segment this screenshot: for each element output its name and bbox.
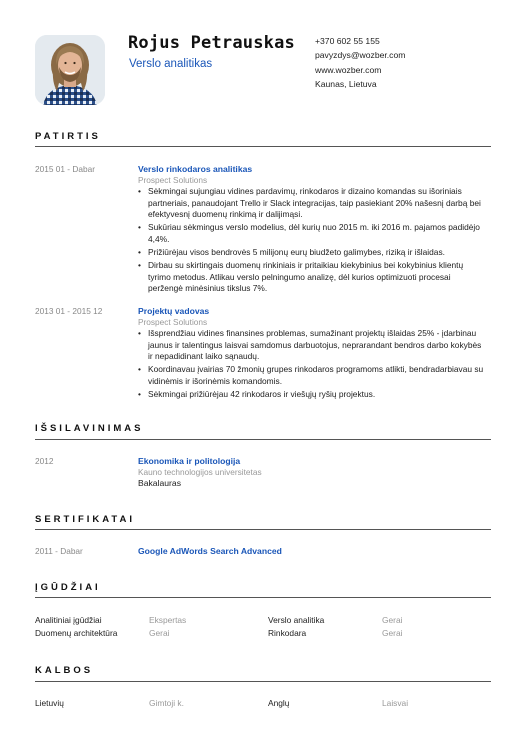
- skill-level: Gerai: [149, 628, 170, 638]
- section-divider: [35, 439, 491, 440]
- phone-text: +370 602 55 155: [315, 36, 380, 46]
- contact-block: [315, 34, 405, 92]
- skill-name: Analitiniai įgūdžiai: [35, 615, 102, 625]
- skill-level: Gerai: [382, 615, 403, 625]
- language-level: Gimtoji k.: [149, 698, 184, 708]
- section-title-languages: KALBOS: [35, 665, 94, 676]
- section-title-education: IŠSILAVINIMAS: [35, 423, 144, 434]
- company-name: Prospect Solutions: [138, 175, 208, 185]
- list-item: • Sėkmingai prižiūrėjau 42 rinkodaros ir viešųjų ryšių projektus.: [138, 389, 484, 401]
- education-date: 2012: [35, 456, 54, 466]
- job-date: 2015 01 - Dabar: [35, 164, 95, 174]
- candidate-name: Rojus Petrauskas: [128, 33, 295, 53]
- job-date: 2013 01 - 2015 12: [35, 306, 103, 316]
- website-text: www.wozber.com: [315, 64, 382, 75]
- section-divider: [35, 597, 491, 598]
- skill-name: Duomenų architektūra: [35, 628, 118, 638]
- job-title: Projektų vadovas: [138, 306, 210, 316]
- language-name: Anglų: [268, 698, 290, 708]
- list-item: • Prižiūrėjau visos bendrovės 5 milijonų eurų biudžeto galimybes, riziką ir išlaidas.: [138, 247, 484, 259]
- list-item: • Dirbau su skirtingais duomenų rinkiniais ir pritaikiau kiekybinius bei kokybinius klientų tyrimo metodus. Atlikau verslo pelningumo analizę, dėl kurios optimizuoti procesai peržengė minėsinius tikslus 7%.: [138, 260, 484, 295]
- list-item: • Sukūriau sėkmingus verslo modelius, dėl kurių nuo 2015 m. iki 2016 m. pajamos padidėjo 4,4%.: [138, 222, 484, 245]
- skill-name: Verslo analitika: [268, 615, 325, 625]
- email-text: pavyzdys@wozber.com: [315, 50, 406, 61]
- list-item: • Išsprendžiau vidines finansines problemas, sumažinant projektų išlaidas 25% - įdarbinau jaunus ir talentingus laisvai samdomus darbuotojus, neprarandant bendros darbo kokybės ir nepadidinant laiko sąnaudų.: [138, 328, 484, 363]
- company-name: Prospect Solutions: [138, 317, 208, 327]
- section-title-skills: ĮGŪDŽIAI: [35, 582, 101, 593]
- language-level: Laisvai: [382, 698, 409, 708]
- job-bullets: [138, 328, 484, 402]
- section-title-certificates: SERTIFIKATAI: [35, 514, 136, 525]
- job-bullets: [138, 186, 484, 296]
- candidate-role: Verslo analitikas: [129, 58, 213, 70]
- certificate-name: Google AdWords Search Advanced: [138, 546, 282, 556]
- section-divider: [35, 146, 491, 147]
- location-text: Kaunas, Lietuva: [315, 79, 377, 90]
- section-divider: [35, 529, 491, 530]
- language-name: Lietuvių: [35, 698, 64, 708]
- profile-photo: [35, 35, 105, 105]
- school-name: Kauno technologijos universitetas: [138, 467, 262, 477]
- skill-level: Gerai: [382, 628, 403, 638]
- certificate-date: 2011 - Dabar: [35, 546, 83, 556]
- list-item: • Koordinavau įvairias 70 žmonių grupes rinkodaros programoms atlikti, bendradarbiavau su vidinėmis ir išorinėmis komandomis.: [138, 364, 484, 387]
- skill-level: Ekspertas: [149, 615, 187, 625]
- degree-title: Ekonomika ir politologija: [138, 456, 241, 466]
- portrait-image: [35, 35, 105, 105]
- degree-level: Bakalauras: [138, 478, 181, 488]
- list-item: • Sėkmingai sujungiau vidines pardavimų, rinkodaros ir dizaino komandas su išoriniais partneriais, panaudojant Trello ir Slack integracijas, taip pasiekiant 20% našesnį darbą bei efektyvesnį duomenų rinkimą ir dalijimąsi.: [138, 186, 484, 221]
- section-divider: [35, 681, 491, 682]
- job-title: Verslo rinkodaros analitikas: [138, 164, 253, 174]
- section-title-experience: PATIRTIS: [35, 131, 101, 142]
- skill-name: Rinkodara: [268, 628, 307, 638]
